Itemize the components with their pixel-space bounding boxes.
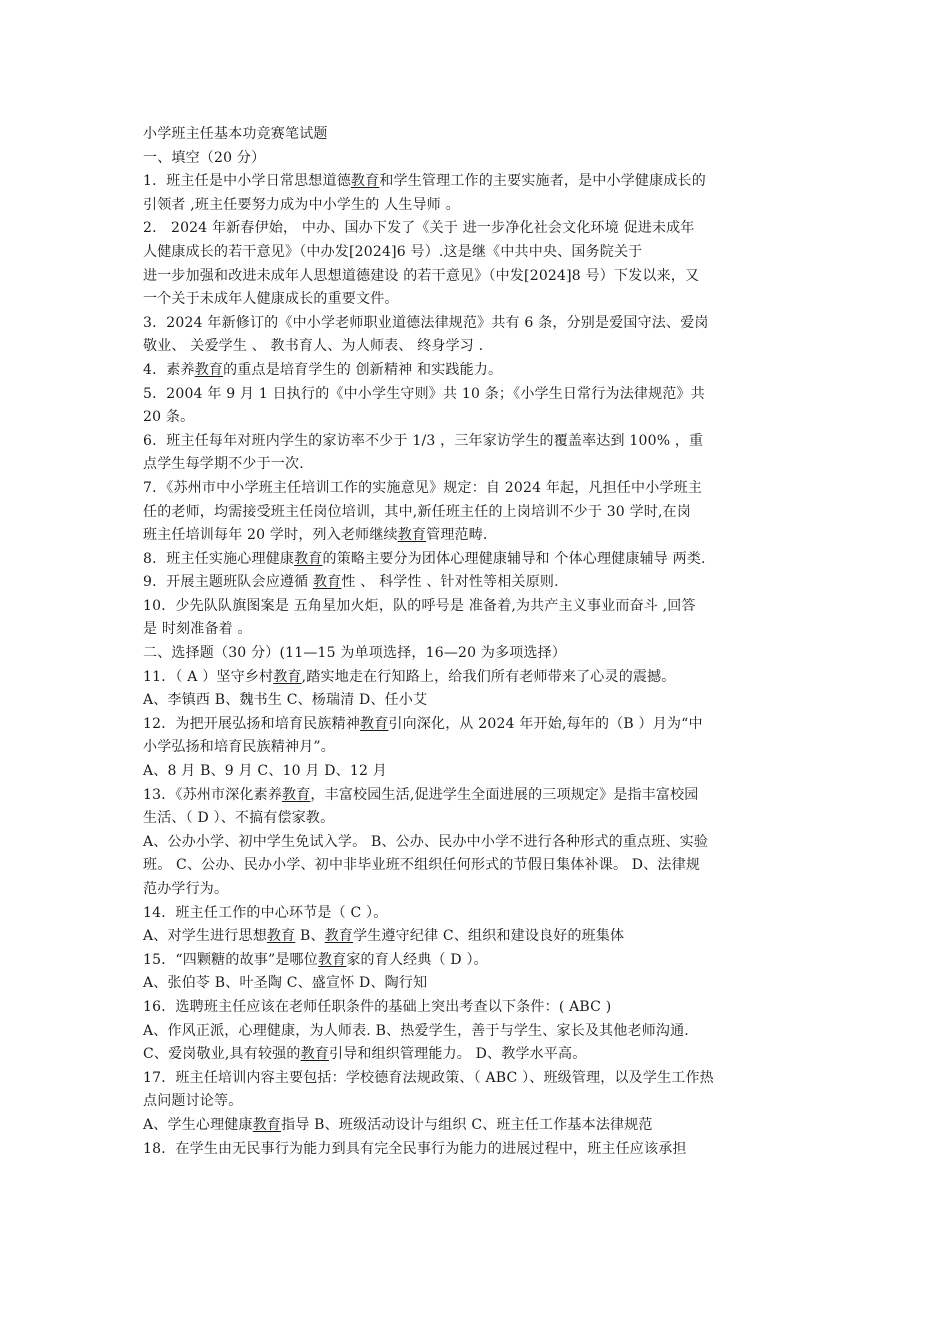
text-segment: 小学班主任基本功竞赛笔试题 bbox=[143, 126, 328, 142]
text-segment: 二、选择题（30 分）(11—15 为单项选择，16—20 为多项选择） bbox=[143, 645, 567, 662]
text-line bbox=[143, 430, 813, 454]
text-line bbox=[143, 996, 813, 1020]
text-line bbox=[143, 571, 813, 595]
text-line bbox=[143, 736, 813, 760]
text-segment: 和学生管理工作的主要实施者，是中小学健康成长的 bbox=[379, 173, 706, 190]
text-line bbox=[143, 831, 813, 855]
text-segment: 人健康成长的若干意见》（中办发[2024]6 号）.这是继《中共中央、国务院关于 bbox=[143, 243, 643, 260]
underlined-term: 教育 bbox=[300, 1046, 329, 1063]
text-line bbox=[143, 972, 813, 996]
text-line bbox=[143, 312, 813, 336]
text-line bbox=[143, 1114, 813, 1138]
underlined-term: 教育 bbox=[324, 928, 354, 945]
text-segment: B、 bbox=[295, 928, 325, 945]
text-segment: ，丰富校园生活,促进学生全面进展的三项规定》是指丰富校园 bbox=[310, 786, 699, 803]
text-line bbox=[143, 548, 813, 572]
underlined-term: 教育 bbox=[360, 715, 389, 732]
underlined-term: 教育 bbox=[252, 1116, 282, 1133]
text-segment: 点问题讨论等。 bbox=[143, 1093, 243, 1110]
text-line bbox=[143, 170, 813, 194]
text-segment: 18．在学生由无民事行为能力到具有完全民事行为能力的进展过程中，班主任应该承担 bbox=[143, 1140, 687, 1157]
text-line bbox=[143, 477, 813, 501]
text-segment: 一、填空（20 分） bbox=[143, 149, 266, 166]
text-line bbox=[143, 595, 813, 619]
text-segment: 任的老师，均需接受班主任岗位培训，其中,新任班主任的上岗培训不少于 30 学时,在岗 bbox=[143, 503, 692, 520]
text-line bbox=[143, 359, 813, 383]
text-segment: A、对学生进行思想 bbox=[143, 928, 267, 945]
text-line bbox=[143, 288, 813, 312]
text-segment: 性 、 科学性 、针对性等相关原则. bbox=[341, 574, 559, 591]
text-line bbox=[143, 406, 813, 430]
text-line bbox=[143, 241, 813, 265]
text-line bbox=[143, 1090, 813, 1114]
text-segment: C、爱岗敬业,具有较强的 bbox=[143, 1046, 301, 1063]
underlined-term: 教育 bbox=[350, 173, 380, 190]
text-line bbox=[143, 618, 813, 642]
text-line bbox=[143, 949, 813, 973]
underlined-term: 教育 bbox=[397, 527, 427, 544]
document-title bbox=[143, 123, 813, 147]
text-segment: 引领者 ,班主任要努力成为中小学生的 人生导师 。 bbox=[143, 196, 460, 213]
text-line bbox=[143, 713, 813, 737]
text-segment: 指导 B、班级活动设计与组织 C、班主任工作基本法律规范 bbox=[281, 1116, 653, 1133]
text-segment: 引导和组织管理能力。 D、教学水平高。 bbox=[328, 1046, 587, 1063]
text-segment: A、张伯苓 B、叶圣陶 C、盛宣怀 D、陶行知 bbox=[143, 975, 428, 992]
text-line bbox=[143, 689, 813, 713]
text-segment: A、8 月 B、9 月 C、10 月 D、12 月 bbox=[143, 763, 387, 780]
text-line bbox=[143, 217, 813, 241]
text-segment: 14．班主任工作的中心环节是（ C ）。 bbox=[143, 904, 388, 921]
text-line bbox=[143, 784, 813, 808]
text-line bbox=[143, 854, 813, 878]
text-segment: 进一步加强和改进未成年人思想道德建设 的若干意见》（中发[2024]8 号）下发以来，又 bbox=[143, 267, 700, 284]
text-segment: 15．“四颗糖的故事”是哪位 bbox=[143, 951, 318, 968]
text-line bbox=[143, 335, 813, 359]
text-segment: 1．班主任是中小学日常思想道德 bbox=[143, 173, 351, 190]
text-segment: 是 时刻准备着 。 bbox=[143, 621, 252, 638]
text-line bbox=[143, 194, 813, 218]
text-line bbox=[143, 147, 813, 171]
text-segment: 的重点是培育学生的 创新精神 和实践能力。 bbox=[223, 361, 503, 378]
text-segment: 小学弘扬和培育民族精神月”。 bbox=[143, 739, 335, 756]
text-segment: A、学生心理健康 bbox=[143, 1116, 253, 1133]
underlined-term: 教育 bbox=[317, 951, 347, 968]
text-segment: A、李镇西 B、魏书生 C、杨瑞清 D、任小艾 bbox=[143, 692, 428, 709]
text-line bbox=[143, 642, 813, 666]
text-segment: 16．选聘班主任应该在老师任职条件的基础上突出考查以下条件：( ABC ) bbox=[143, 998, 612, 1015]
underlined-term: 教育 bbox=[312, 574, 342, 591]
text-line bbox=[143, 524, 813, 548]
text-segment: 7．《苏州市中小学班主任培训工作的实施意见》规定：自 2024 年起，凡担任中小学班主 bbox=[143, 479, 703, 496]
text-line bbox=[143, 807, 813, 831]
text-segment: ,踏实地走在行知路上，给我们所有老师带来了心灵的震撼。 bbox=[301, 668, 676, 685]
text-segment: 9．开展主题班队会应遵循 bbox=[143, 574, 313, 591]
text-line bbox=[143, 925, 813, 949]
text-segment: 12．为把开展弘扬和培育民族精神 bbox=[143, 715, 361, 732]
underlined-term: 教育 bbox=[294, 550, 323, 567]
text-segment: 20 条。 bbox=[143, 409, 195, 426]
text-segment: A、公办小学、初中学生免试入学。 B、公办、民办中小学不进行各种形式的重点班、实验 bbox=[143, 833, 709, 850]
text-line bbox=[143, 383, 813, 407]
text-segment: 一个关于未成年人健康成长的重要文件。 bbox=[143, 291, 399, 308]
text-segment: 管理范畴. bbox=[426, 527, 488, 544]
text-segment: 引向深化，从 2024 年开始,每年的（B ）月为“中 bbox=[388, 715, 703, 732]
text-line bbox=[143, 265, 813, 289]
text-segment: 的策略主要分为团体心理健康辅导和 个体心理健康辅导 两类. bbox=[322, 550, 706, 567]
text-segment: 学生遵守纪律 C、组织和建设良好的班集体 bbox=[353, 928, 625, 945]
underlined-term: 教育 bbox=[273, 668, 302, 685]
exam-document bbox=[143, 123, 813, 1161]
text-line bbox=[143, 1138, 813, 1162]
text-line bbox=[143, 501, 813, 525]
underlined-term: 教育 bbox=[282, 786, 311, 803]
text-segment: 11．（ A ）坚守乡村 bbox=[143, 668, 274, 685]
text-segment: 点学生每学期不少于一次. bbox=[143, 456, 304, 473]
text-segment: 班。 C、公办、民办小学、初中非毕业班不组织任何形式的节假日集体补课。 D、法律规 bbox=[143, 857, 701, 874]
text-segment: 13．《苏州市深化素养 bbox=[143, 786, 283, 803]
text-line bbox=[143, 453, 813, 477]
text-line bbox=[143, 878, 813, 902]
text-segment: A、作风正派，心理健康，为人师表. B、热爱学生，善于与学生、家长及其他老师沟通. bbox=[143, 1022, 689, 1039]
text-line bbox=[143, 902, 813, 926]
text-line bbox=[143, 1067, 813, 1091]
underlined-term: 教育 bbox=[194, 361, 224, 378]
text-segment: 17．班主任培训内容主要包括：学校德育法规政策、（ ABC ）、班级管理，以及学生工作热 bbox=[143, 1069, 714, 1086]
text-segment: 家的育人经典（ D ）。 bbox=[346, 951, 488, 968]
text-segment: 生活、（ D ）、不搞有偿家教。 bbox=[143, 810, 335, 827]
text-line bbox=[143, 760, 813, 784]
text-segment: 2． 2024 年新春伊始， 中办、国办下发了《关于 进一步净化社会文化环境 促进未成年 bbox=[143, 220, 695, 237]
underlined-term: 教育 bbox=[266, 928, 296, 945]
text-segment: 5．2004 年 9 月 1 日执行的《中小学生守则》共 10 条；《小学生日常行为法律规范》共 bbox=[143, 385, 705, 402]
text-line bbox=[143, 666, 813, 690]
text-segment: 敬业、 关爱学生 、 教书育人、为人师表、 终身学习 . bbox=[143, 338, 484, 355]
text-line bbox=[143, 1020, 813, 1044]
text-segment: 6．班主任每年对班内学生的家访率不少于 1/3 ，三年家访学生的覆盖率达到 100% ，重 bbox=[143, 432, 704, 449]
text-segment: 3．2024 年新修订的《中小学老师职业道德法律规范》共有 6 条，分别是爱国守法、爱岗 bbox=[143, 314, 709, 331]
text-line bbox=[143, 1043, 813, 1067]
text-segment: 4．素养 bbox=[143, 361, 195, 378]
text-segment: 班主任培训每年 20 学时，列入老师继续 bbox=[143, 527, 398, 544]
text-segment: 10．少先队队旗图案是 五角星加火炬，队的呼号是 准备着,为共产主义事业而奋斗 ,回答 bbox=[143, 597, 696, 614]
text-segment: 8．班主任实施心理健康 bbox=[143, 550, 295, 567]
text-segment: 范办学行为。 bbox=[143, 881, 229, 897]
